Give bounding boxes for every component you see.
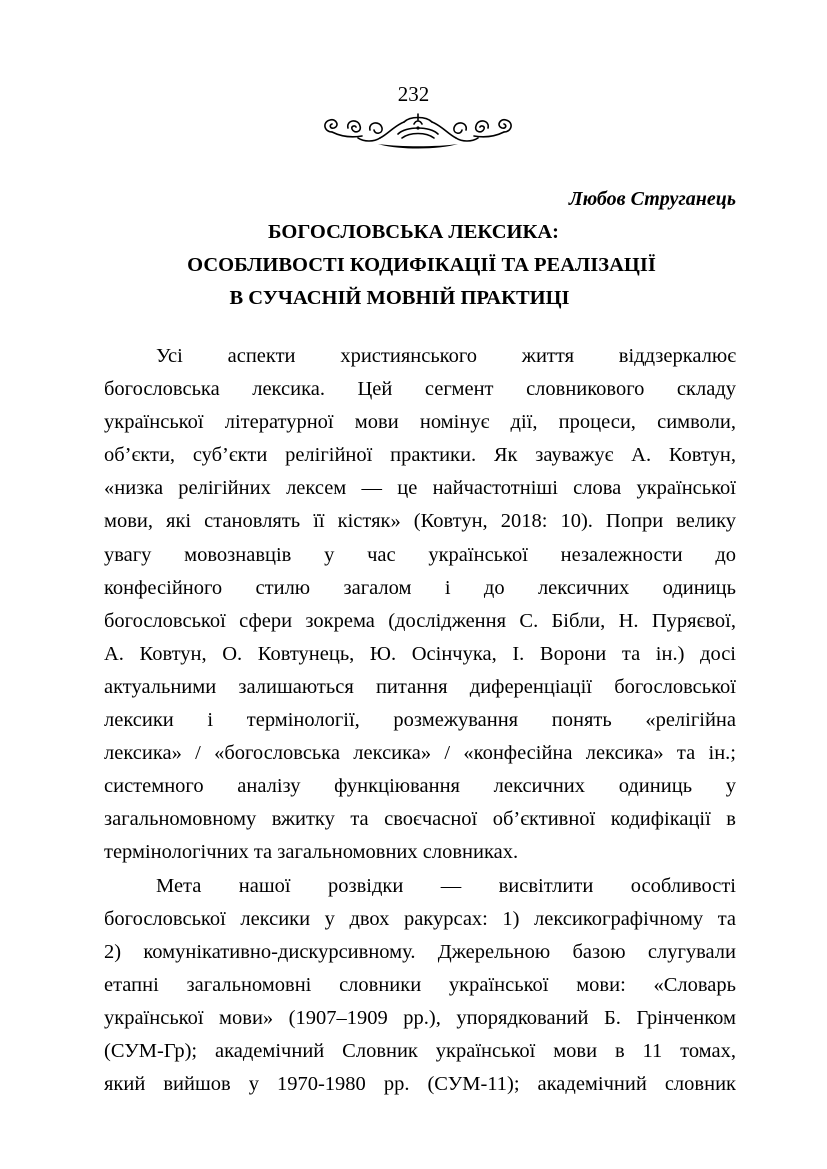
text-line: загальномовному вжитку та своєчасної об’єктивної кодифікації в <box>104 808 736 831</box>
text-line: богословська лексика. Цей сегмент словникового складу <box>104 378 736 401</box>
text-line: української літературної мови номінує дії, процеси, символи, <box>104 411 736 434</box>
article-title-line-1: БОГОСЛОВСЬКА ЛЕКСИКА: <box>268 221 559 243</box>
article-title-line-3: В СУЧАСНІЙ МОВНІЙ ПРАКТИЦІ <box>229 287 570 309</box>
text-line: лексика» / «богословська лексика» / «конфесійна лексика» та ін.; <box>104 742 736 765</box>
text-line: (СУМ-Гр); академічний Словник української мови в 11 томах, <box>104 1039 736 1062</box>
text-line: мови, які становлять її кістяк» (Ковтун, 2018: 10). Попри велику <box>104 510 736 533</box>
paragraph-2 <box>104 870 736 1102</box>
page-number: 232 <box>397 82 430 106</box>
text-line: богословської лексики у двох ракурсах: 1) лексикографічному та <box>104 907 736 930</box>
text-line: Мета нашої розвідки — висвітлити особливості <box>156 874 736 897</box>
text-line: богословської сфери зокрема (дослідження С. Бібли, Н. Пуряєвої, <box>104 609 736 632</box>
text-line: який вийшов у 1970-1980 рр. (СУМ-11); академічний словник <box>104 1073 736 1096</box>
text-line: «низка релігійних лексем — це найчастотніші слова української <box>104 477 736 500</box>
decorative-flourish-icon <box>318 108 518 152</box>
article-author: Любов Струганець <box>568 188 736 210</box>
text-line: української мови» (1907–1909 рр.), упорядкований Б. Грінченком <box>104 1006 736 1029</box>
text-line: лексики і термінології, розмежування понять «релігійна <box>104 709 736 732</box>
text-line: етапні загальномовні словники української мови: «Словарь <box>104 973 736 996</box>
text-line: конфесійного стилю загалом і до лексичних одиниць <box>104 576 736 599</box>
paragraph-1 <box>104 340 736 870</box>
text-line: термінологічних та загальномовних словниках. <box>104 841 519 864</box>
text-line: системного аналізу функціювання лексичних одиниць у <box>104 775 736 798</box>
text-line: об’єкти, суб’єкти релігійної практики. Як зауважує А. Ковтун, <box>104 444 736 467</box>
article-body <box>104 340 736 1101</box>
text-line: 2) комунікативно-дискурсивному. Джерельною базою слугували <box>104 940 736 963</box>
text-line: актуальними залишаються питання диференціації богословської <box>104 675 736 698</box>
text-line: увагу мовознавців у час української незалежности до <box>104 543 736 566</box>
text-line: А. Ковтун, О. Ковтунець, Ю. Осінчука, І. Ворони та ін.) досі <box>104 642 736 665</box>
article-title-line-2: ОСОБЛИВОСТІ КОДИФІКАЦІЇ ТА РЕАЛІЗАЦІЇ <box>187 254 656 276</box>
text-line: Усі аспекти християнського життя віддзеркалює <box>156 345 736 367</box>
